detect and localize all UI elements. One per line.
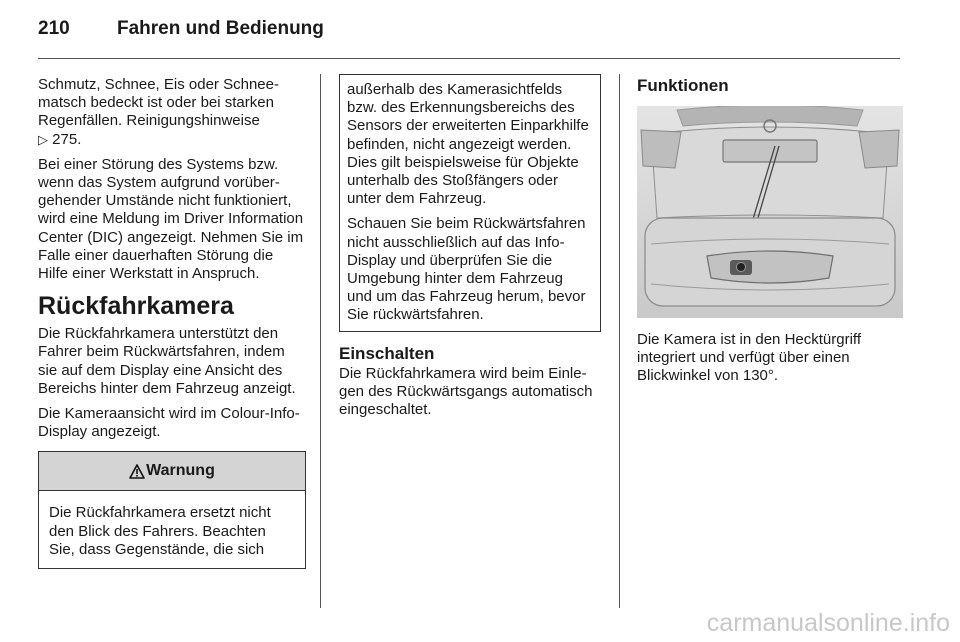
page-title: Fahren und Bedienung [117, 18, 324, 39]
column-divider [619, 74, 620, 608]
header-rule [38, 58, 900, 59]
page-reference-link[interactable]: 275. [52, 130, 82, 148]
paragraph: Schmutz, Schnee, Eis oder Schneematsch bedeckt ist oder bei starken Regenfällen. Reinigungshinweise ▷ 275. [38, 76, 279, 148]
paragraph: Die Kamera ist in den Hecktürgriff integriert und verfügt über einen Blickwinkel von 130°. [637, 331, 861, 385]
column-divider [320, 74, 321, 608]
warning-header [39, 452, 305, 491]
warning-title: Warnung [146, 462, 215, 480]
warning-text: Schauen Sie beim Rückwärtsfahren nicht ausschließlich auf das Info-Display und überprüfen Sie die Umgebung hinter dem Fahrzeug und um das Fahrzeug herum, bevor Sie rückwärtsfahren. [347, 215, 586, 324]
rear-camera-illustration [637, 106, 903, 318]
page-number: 210 [38, 18, 70, 39]
warning-text: außerhalb des Kamerasichtfelds bzw. des Erkennungsbereichs des Sensors der erweiterten Einparkhilfe befinden, nicht angezeigt werden. Dies gilt beispielsweise für Objekte unterhalb des Stoßfängers oder unter dem Fahrzeug. [347, 81, 589, 208]
warning-box-continued [339, 74, 601, 332]
section-heading: Funktionen [637, 76, 729, 95]
warning-triangle-icon [129, 464, 145, 479]
section-heading: Einschalten [339, 343, 435, 363]
paragraph: Bei einer Störung des Systems bzw. wenn das System aufgrund vorübergehender Umstände nicht funktioniert, wird eine Meldung im Driver Information Center (DIC) angezeigt. Nehmen Sie im Falle einer dauerhaften Störung die Hilfe einer Werkstatt in Anspruch. [38, 155, 304, 283]
column-2 [339, 76, 601, 426]
watermark: carmanualsonline.info [706, 609, 950, 637]
paragraph: Die Kameraansicht wird im Colour-Info-Display angezeigt. [38, 405, 300, 441]
warning-text: Die Rückfahrkamera ersetzt nicht den Blick des Fahrers. Beachten Sie, dass Gegenstände, die sich [49, 504, 271, 558]
warning-box [38, 451, 306, 569]
column-3 [637, 76, 903, 393]
column-1 [38, 76, 306, 569]
paragraph: Die Rückfahrkamera wird beim Einlegen des Rückwärtsgangs automatisch eingeschaltet. [339, 364, 593, 419]
paragraph: Die Rückfahrkamera unterstützt den Fahrer beim Rückwärtsfahren, indem sie auf dem Display eine Ansicht des Bereichs hinter dem Fahrzeug anzeigt. [38, 325, 296, 397]
reference-arrow-icon: ▷ [38, 131, 48, 147]
section-heading: Rückfahrkamera [38, 292, 234, 321]
